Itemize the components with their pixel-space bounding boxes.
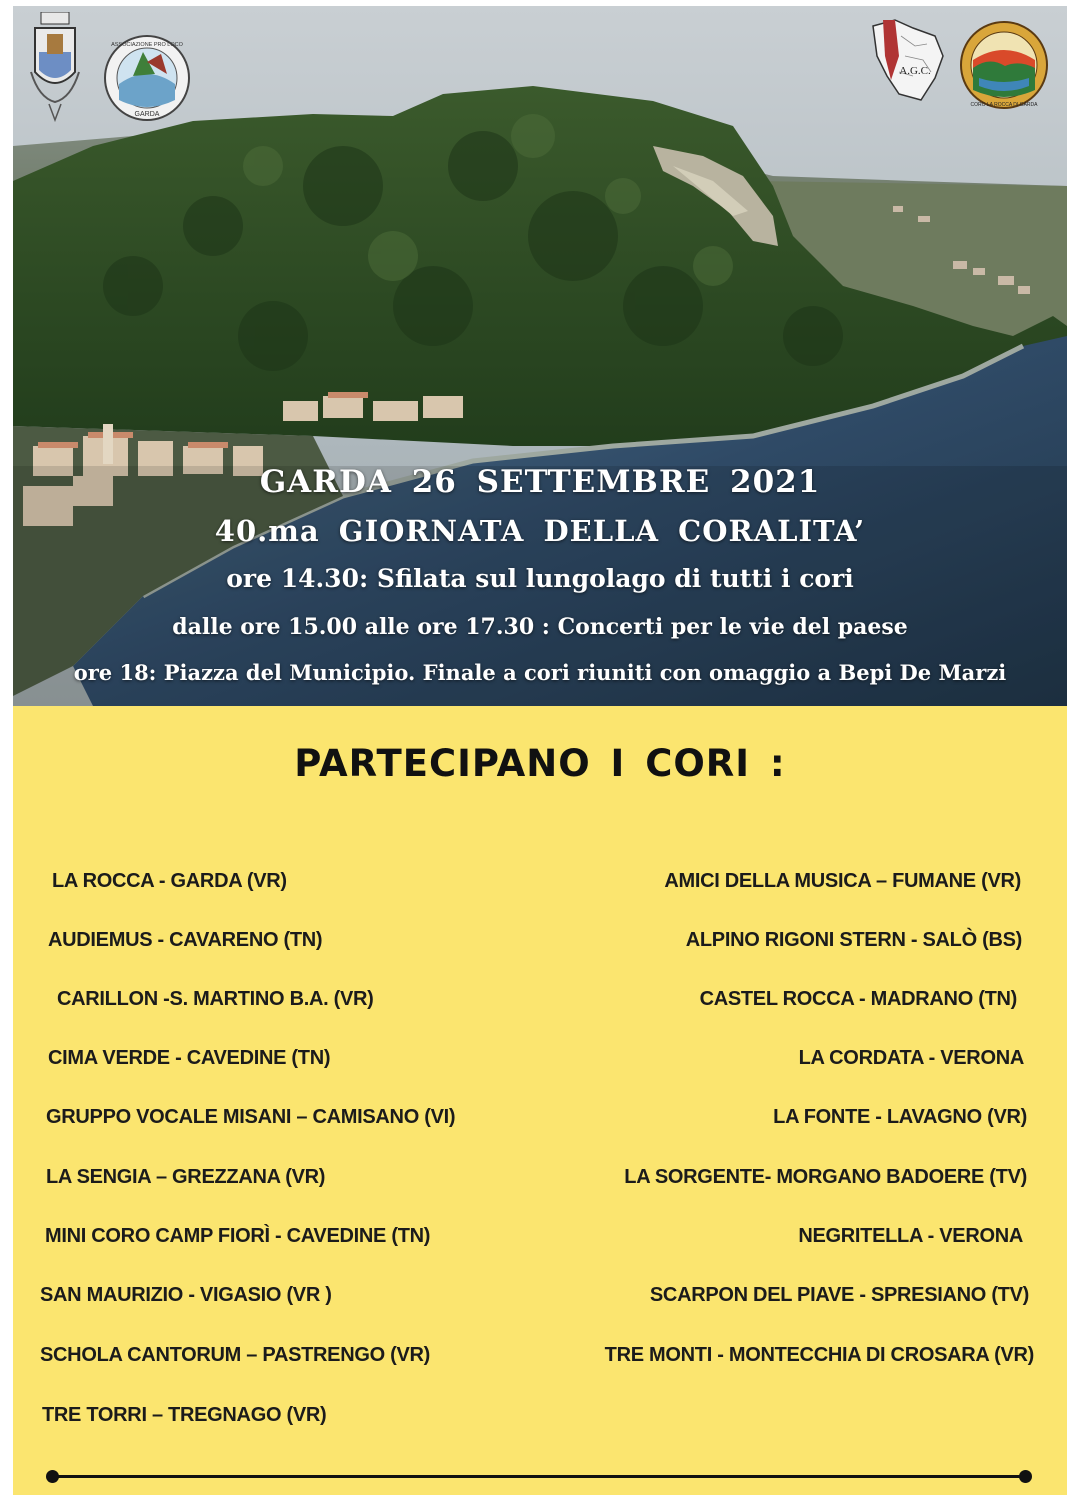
divider-left-dot: [46, 1470, 59, 1483]
coro-la-rocca-logo: [959, 20, 1049, 110]
event-date-title: GARDA 26 SETTEMBRE 2021: [259, 464, 821, 500]
garda-municipal-crest-logo: [25, 12, 85, 124]
agc-text: A.G.C.: [899, 65, 931, 77]
choir-right-8: SCARPON DEL PIAVE - SPRESIANO (TV): [649, 1284, 1029, 1306]
choir-right-9: TRE MONTI - MONTECCHIA DI CROSARA (VR): [604, 1344, 1034, 1366]
agc-logo: [865, 16, 949, 102]
landscape-photo: [13, 6, 1067, 706]
choir-left-7: MINI CORO CAMP FIORÌ - CAVEDINE (TN): [45, 1225, 431, 1247]
choir-left-5: GRUPPO VOCALE MISANI – CAMISANO (VI): [46, 1106, 456, 1128]
coro-logo-text: CORO LA ROCCA DI GARDA: [970, 102, 1038, 108]
choirs-heading: PARTECIPANO I CORI :: [294, 742, 786, 785]
choir-right-1: AMICI DELLA MUSICA – FUMANE (VR): [664, 870, 1021, 892]
schedule-finale: ore 18: Piazza del Municipio. Finale a cori riuniti con omaggio a Bepi De Marzi: [73, 660, 1007, 685]
choir-right-2: ALPINO RIGONI STERN - SALÒ (BS): [685, 929, 1022, 951]
choir-left-10: TRE TORRI – TREGNAGO (VR): [42, 1404, 327, 1426]
choir-right-6: LA SORGENTE- MORGANO BADOERE (TV): [624, 1166, 1027, 1188]
choir-left-1: LA ROCCA - GARDA (VR): [52, 870, 287, 892]
event-name-title: 40.ma GIORNATA DELLA CORALITA’: [214, 514, 866, 548]
choir-right-4: LA CORDATA - VERONA: [798, 1047, 1024, 1069]
choir-left-2: AUDIEMUS - CAVARENO (TN): [48, 929, 323, 951]
schedule-parade: ore 14.30: Sfilata sul lungolago di tutti i cori: [226, 564, 854, 593]
choir-left-8: SAN MAURIZIO - VIGASIO (VR ): [40, 1284, 332, 1306]
choir-right-3: CASTEL ROCCA - MADRANO (TN): [699, 988, 1017, 1010]
proloco-top-text: ASSOCIAZIONE PRO LOCO: [111, 42, 183, 48]
divider-right-dot: [1019, 1470, 1032, 1483]
choir-right-5: LA FONTE - LAVAGNO (VR): [773, 1106, 1027, 1128]
choir-left-4: CIMA VERDE - CAVEDINE (TN): [48, 1047, 331, 1069]
pro-loco-garda-logo: [103, 34, 191, 122]
choir-left-6: LA SENGIA – GREZZANA (VR): [46, 1166, 326, 1188]
choir-left-9: SCHOLA CANTORUM – PASTRENGO (VR): [40, 1344, 431, 1366]
poster: [13, 6, 1067, 1495]
bottom-divider-line: [53, 1475, 1025, 1478]
proloco-bottom-text: GARDA: [134, 111, 160, 118]
choir-right-7: NEGRITELLA - VERONA: [798, 1225, 1023, 1247]
choir-left-3: CARILLON -S. MARTINO B.A. (VR): [57, 988, 374, 1010]
schedule-concerts: dalle ore 15.00 alle ore 17.30 : Concerti per le vie del paese: [172, 614, 908, 640]
